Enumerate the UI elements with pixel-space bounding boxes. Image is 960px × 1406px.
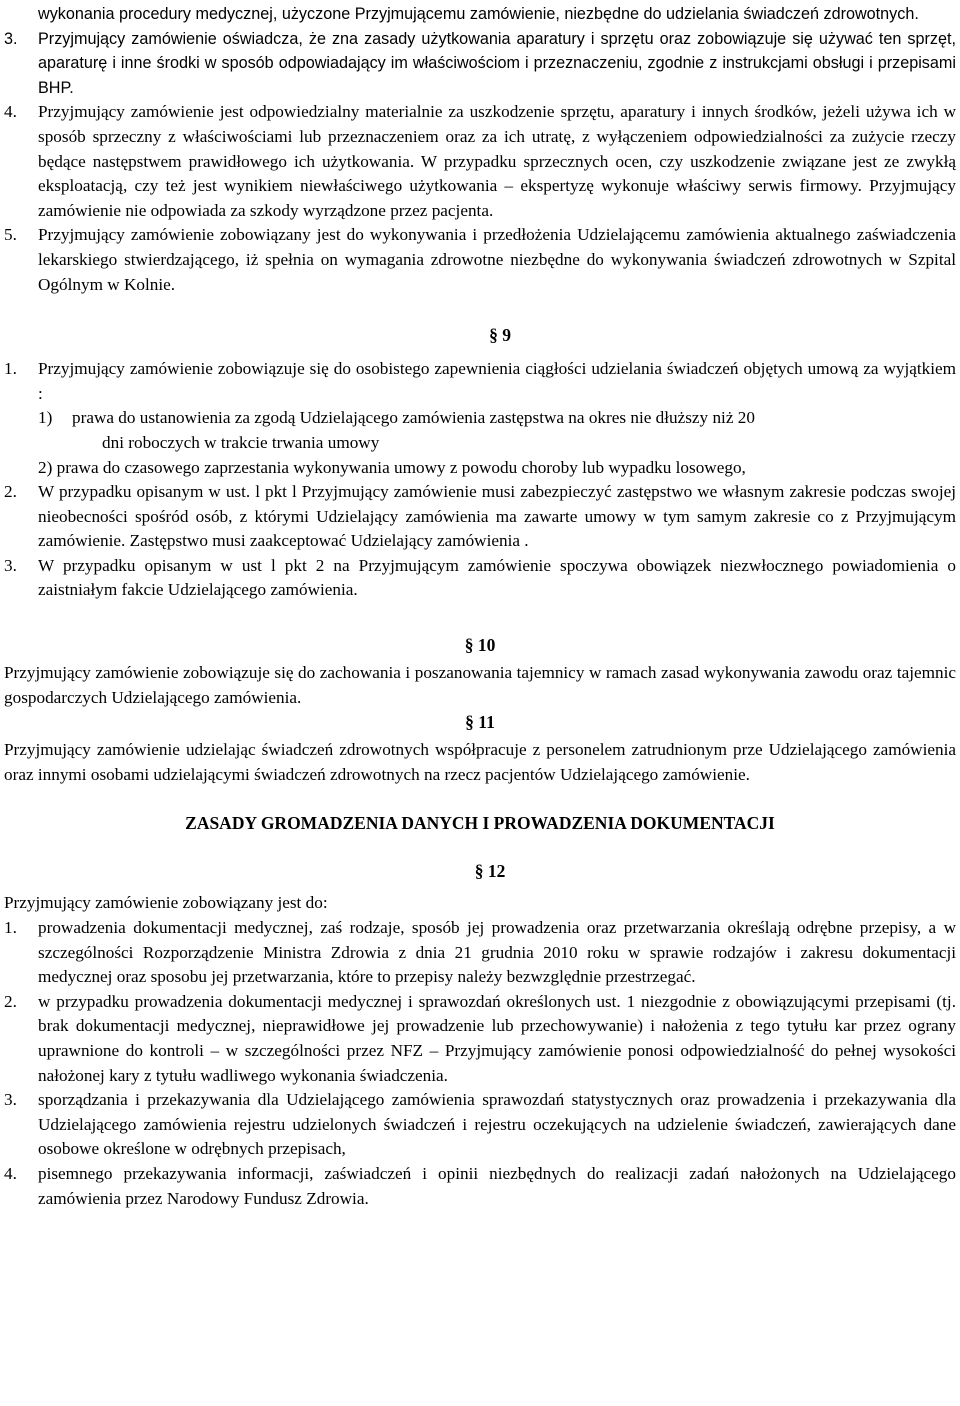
paragraph-heading: § 12 bbox=[474, 861, 506, 882]
list-number: 2. bbox=[4, 991, 17, 1011]
list-number: 4. bbox=[4, 102, 17, 122]
list-item bbox=[4, 223, 956, 297]
list-number: 4. bbox=[4, 1163, 17, 1183]
list-text: Przyjmujący zamówienie oświadcza, że zna zasady użytkowania aparatury i sprzętu oraz zobowiązuje się używać ten sprzęt, aparaturę i inne środki w sposób odpowiadający im właściwościom i przeznaczeniu, zgodnie z instrukcjami obsługi i przepisami BHP. bbox=[38, 29, 956, 97]
list-text: sporządzania i przekazywania dla Udzielającego zamówienia sprawozdań statystycznych oraz prowadzenia i przekazywania dla Udzielającego zamówienia rejestru udzielonych świadczeń i rejestru oczekujących na udzielenie świadczeń, zawierających dane osobowe określone w odrębnych przepisach, bbox=[38, 1090, 956, 1159]
list-item bbox=[4, 1162, 956, 1211]
list-item bbox=[4, 554, 956, 603]
paragraph-heading: § 9 bbox=[489, 325, 511, 346]
list-text: Przyjmujący zamówienie zobowiązany jest do wykonywania i przedłożenia Udzielającemu zamówienia aktualnego zaświadczenia lekarskiego stwierdzającego, iż spełnia on wymagania zdrowotne niezbędne do wykonywania świadczeń zdrowotnych w Szpital Ogólnym w Kolnie. bbox=[38, 225, 956, 294]
list-item bbox=[4, 1088, 956, 1162]
section-9 bbox=[4, 323, 956, 603]
list-item bbox=[4, 27, 956, 101]
list-item bbox=[4, 916, 956, 990]
section-11 bbox=[4, 710, 956, 787]
list-number: 5. bbox=[4, 225, 17, 245]
list-text: Przyjmujący zamówienie jest odpowiedzialny materialnie za uszkodzenie sprzętu, aparatury i innych środków, jeżeli używa ich w sposób sprzeczny z właściwościami lub przeznaczeniem oraz za ich utratę, z wyłączeniem odpowiedzialności za zużycie rzeczy będące następstwem prawidłowego ich użytkowania. W przypadku sprzecznych ocen, czy uszkodzenie związane jest ze zwykłą eksploatacją, czy też jest wynikiem niewłaściwego użytkowania – ekspertyzę wykonuje właściwy serwis firmowy. Przyjmujący zamówienie nie odpowiada za szkody wyrządzone przez pacjenta. bbox=[38, 102, 956, 220]
list-number: 1. bbox=[4, 918, 17, 938]
section-10 bbox=[4, 633, 956, 710]
sub-list-text-continued: dni roboczych w trakcie trwania umowy bbox=[102, 432, 380, 452]
sub-list-item bbox=[38, 456, 956, 481]
list-number: 3. bbox=[4, 555, 17, 575]
paragraph-intro: Przyjmujący zamówienie zobowiązany jest do: bbox=[4, 893, 328, 913]
list-item bbox=[4, 100, 956, 223]
paragraph-heading: § 10 bbox=[464, 635, 496, 656]
top-block-serif bbox=[4, 100, 956, 297]
sub-list-item bbox=[38, 406, 956, 455]
sub-list-text: prawa do ustanowienia za zgodą Udzielającego zamówienia zastępstwa na okres nie dłuższy niż 20 bbox=[72, 408, 755, 428]
list-number: 1. bbox=[4, 359, 17, 379]
list-number: 2. bbox=[4, 482, 17, 502]
paragraph-text: Przyjmujący zamówienie zobowiązuje się do zachowania i poszanowania tajemnicy w ramach zasad wykonywania zawodu oraz tajemnic gospodarczych Udzielającego zamówienia. bbox=[4, 663, 956, 707]
section-12 bbox=[4, 859, 956, 1211]
list-text: pisemnego przekazywania informacji, zaświadczeń i opinii niezbędnych do realizacji zadań nałożonych na Udzielającego zamówienia przez Narodowy Fundusz Zdrowia. bbox=[38, 1163, 956, 1208]
paragraph-heading: § 11 bbox=[465, 712, 495, 733]
list-item bbox=[4, 480, 956, 554]
list-number: 3. bbox=[4, 29, 18, 48]
list-text: prowadzenia dokumentacji medycznej, zaś rodzaje, sposób jej prowadzenia oraz przetwarzania określają odrębne przepisy, a w szczególności Rozporządzenie Ministra Zdrowia z dnia 21 grudnia 2010 roku w sprawie rodzajów i zakresu dokumentacji medycznej oraz sposobu jej przetwarzania, które to przepisy należy bezwzględnie przestrzegać. bbox=[38, 918, 956, 987]
list-item bbox=[4, 357, 956, 406]
sub-list-text: 2) prawa do czasowego zaprzestania wykonywania umowy z powodu choroby lub wypadku losowego, bbox=[38, 457, 746, 477]
list-item bbox=[4, 990, 956, 1088]
intro-continuation: wykonania procedury medycznej, użyczone Przyjmującemu zamówienie, niezbędne do udzielania świadczeń zdrowotnych. bbox=[38, 5, 919, 23]
list-text: w przypadku prowadzenia dokumentacji medycznej i sprawozdań określonych ust. 1 niezgodnie z obowiązującymi przepisami (tj. brak dokumentacji medycznej, nieprawidłowe jej prowadzenie lub przechowywanie) i nałożenia z tego tytułu kar przez ograny uprawnione do kontroli – w szczególności przez NFZ – Przyjmujący zamówienie ponosi odpowiedzialność do pełnej wysokości nałożonej kary z tytułu wadliwego wykonania świadczenia. bbox=[38, 991, 956, 1085]
sub-list-number: 1) bbox=[38, 408, 53, 428]
section-title: ZASADY GROMADZENIA DANYCH I PROWADZENIA DOKUMENTACJI bbox=[185, 813, 775, 834]
top-block bbox=[4, 2, 956, 100]
sub-list bbox=[4, 406, 956, 480]
list-number: 3. bbox=[4, 1090, 17, 1110]
list-text: W przypadku opisanym w ust. l pkt l Przyjmujący zamówienie musi zabezpieczyć zastępstwo we własnym zakresie podczas swojej nieobecności spośród osób, z którymi Udzielający zamówienia ma zawarte umowy w tym samym zakresie co z Przyjmującym zamówienie. Zastępstwo musi zaakceptować Udzielający zamówienia . bbox=[38, 482, 956, 551]
list-text: Przyjmujący zamówienie zobowiązuje się do osobistego zapewnienia ciągłości udzielania świadczeń objętych umową za wyjątkiem : bbox=[38, 359, 956, 403]
paragraph-text: Przyjmujący zamówienie udzielając świadczeń zdrowotnych współpracuje z personelem zatrudnionym prze Udzielającego zamówienia oraz innymi osobami udzielającymi świadczeń zdrowotnych na rzecz pacjentów Udzielającego zamówienie. bbox=[4, 740, 956, 784]
list-text: W przypadku opisanym w ust l pkt 2 na Przyjmującym zamówienie spoczywa obowiązek niezwłocznego powiadomienia o zaistniałym fakcie Udzielającego zamówienia. bbox=[38, 555, 956, 600]
